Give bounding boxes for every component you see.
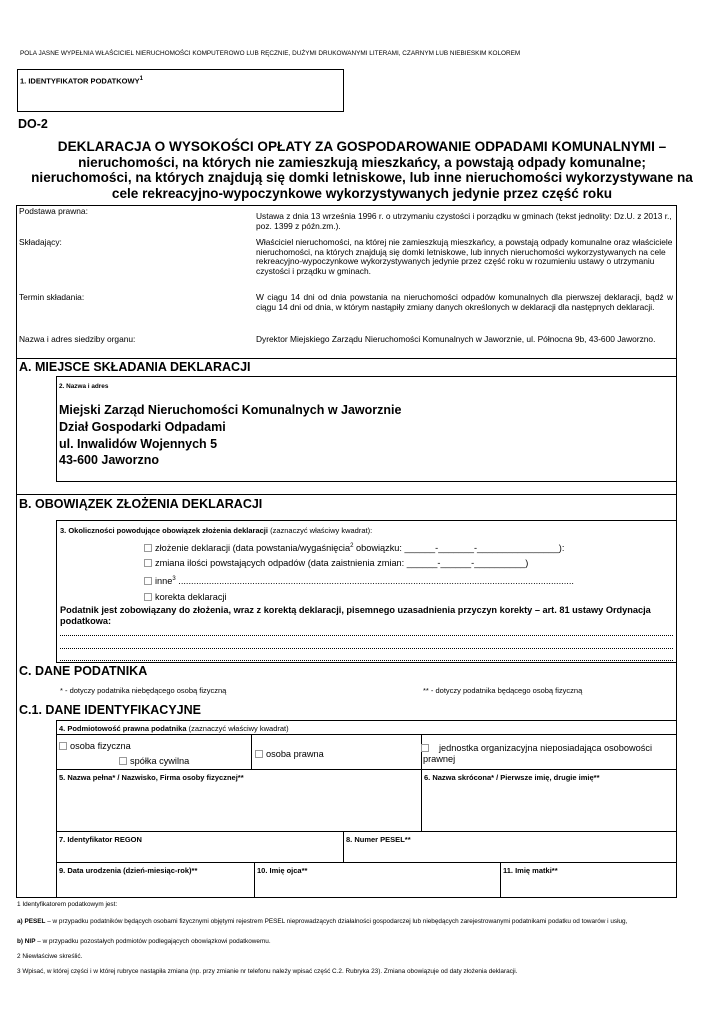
checkbox-civil-partnership[interactable]	[119, 757, 127, 765]
address-line-2: Dział Gospodarki Odpadami	[59, 419, 226, 434]
section-a-heading: A. MIEJSCE SKŁADANIA DEKLARACJI	[19, 360, 251, 374]
checkbox-legal-person[interactable]	[255, 750, 263, 758]
title-line-2: nieruchomości, na których nie zamieszkują mieszkańcy, a powstają odpady komunalne;	[78, 154, 646, 170]
authority-label: Nazwa i adres siedziby organu:	[19, 334, 136, 344]
place-of-filing-field	[56, 376, 677, 482]
section-c-heading: C. DANE PODATNIKA	[19, 664, 148, 678]
tax-identifier-field[interactable]	[17, 69, 344, 112]
father-name-input[interactable]	[257, 876, 497, 895]
checkbox-change[interactable]	[144, 559, 152, 567]
checkbox-org-unit[interactable]	[421, 744, 429, 752]
footnote-1a: a) PESEL – w przypadku podatników będących osobami fizycznymi objętymi rejestrem PESEL nieprowadzących działalności gospodarczej lub niebędących zarejestrowanymi podatnikami podatku od towarów i usług,	[17, 918, 628, 925]
regon-input[interactable]	[59, 845, 339, 861]
full-name-input[interactable]	[59, 784, 417, 829]
section-b-heading: B. OBOWIĄZEK ZŁOŻENIA DEKLARACJI	[19, 497, 263, 511]
title-line-4: cele rekreacyjno-wypoczynkowe wykorzystywanych jedynie przez część roku	[111, 185, 613, 201]
option-submission[interactable]: złożenie deklaracji (data powstania/wygaśnięcia$^2$ obowiązku: ______-_______-________________):	[144, 541, 564, 554]
justification-line-1[interactable]	[60, 635, 673, 636]
form-code: DO-2	[18, 117, 48, 131]
field-11-label: 11. Imię matki**	[503, 866, 558, 875]
deadline-label: Termin składania:	[19, 292, 85, 302]
field-10-label: 10. Imię ojca**	[257, 866, 308, 875]
legal-basis-text: Ustawa z dnia 13 września 1996 r. o utrzymaniu czystości i porządku w gminach (tekst jednolity: Dz.U. z 2013 r., poz. 1399 z późn.zm.).	[256, 211, 672, 231]
justification-line-3[interactable]	[60, 660, 673, 661]
correction-justification-label: Podatnik jest zobowiązany do złożenia, wraz z korektą deklaracji, pisemnego uzasadnienia przyczyn korekty – art. 81 ustawy Ordynacja podatkowa:	[60, 605, 651, 626]
footnote-1: 1 Identyfikatorem podatkowym jest:	[17, 901, 118, 908]
title-line-1: DEKLARACJA O WYSOKOŚCI OPŁATY ZA GOSPODAROWANIE ODPADAMI KOMUNALNYMI –	[57, 139, 667, 154]
note-natural: ** - dotyczy podatnika będącego osobą fizyczną	[423, 686, 583, 695]
id-fields-row	[56, 831, 677, 863]
footnote-2: 2 Niewłaściwe skreślić.	[17, 953, 83, 960]
option-natural-person[interactable]: osoba fizyczna	[59, 741, 131, 752]
checkbox-submission[interactable]	[144, 544, 152, 552]
name-fields-row	[56, 769, 677, 832]
field-5-label: 5. Nazwa pełna* / Nazwisko, Firma osoby fizycznej**	[59, 773, 244, 782]
title-line-3: nieruchomości, na których znajdują się domki letniskowe, lub inne nieruchomości wykorzystywane na	[31, 170, 693, 186]
checkbox-correction[interactable]	[144, 593, 152, 601]
pesel-input[interactable]	[346, 845, 674, 861]
birth-fields-row	[56, 862, 677, 898]
checkbox-other[interactable]	[144, 577, 152, 585]
address-line-3: ul. Inwalidów Wojennych 5	[59, 436, 218, 451]
short-name-input[interactable]	[424, 784, 674, 829]
option-org-unit[interactable]: jednostka organizacyjna nieposiadająca osobowości prawnej	[423, 743, 652, 764]
form-title	[14, 139, 710, 201]
authority-text: Dyrektor Miejskiego Zarządu Nieruchomości Komunalnych w Jaworznie, ul. Północna 9b, 43-600 Jaworzno.	[256, 334, 656, 344]
filer-text: Właściciel nieruchomości, na której nie zamieszkują mieszkańcy, a powstają odpady komunalne oraz właściciele nieruchomości, na których znajdują się domki letniskowe, lub innych nieruchomości wykorzystywanych na cele rekreacyjno-wypoczynkowe wykorzystywanych jedynie przez część roku w rozumieniu ustawy o utrzymaniu czystości i prządku w gminach.	[256, 237, 673, 276]
legal-status-field	[56, 720, 677, 770]
tax-identifier-label: 1. IDENTYFIKATOR PODATKOWY$^1$	[20, 76, 143, 86]
field-8-label: 8. Numer PESEL**	[346, 835, 411, 844]
field-2-label: 2. Nazwa i adres	[59, 383, 109, 390]
checkbox-natural-person[interactable]	[59, 742, 67, 750]
birth-date-input[interactable]	[59, 876, 251, 895]
option-other[interactable]: inne$^3$ ...........................................................................................................................................................	[144, 574, 574, 587]
mother-name-input[interactable]	[503, 876, 673, 895]
section-c1-heading: C.1. DANE IDENTYFIKACYJNE	[19, 703, 201, 717]
option-civil-partnership[interactable]: spółka cywilna	[119, 756, 189, 767]
obligation-field	[56, 520, 677, 663]
field-3-label: 3. Okoliczności powodujące obowiązek złożenia deklaracji (zaznaczyć właściwy kwadrat):	[60, 526, 373, 535]
field-7-label: 7. Identyfikator REGON	[59, 835, 142, 844]
note-non-natural: * - dotyczy podatnika niebędącego osobą fizyczną	[60, 686, 227, 695]
filer-label: Składający:	[19, 237, 62, 247]
field-6-label: 6. Nazwa skrócona* / Pierwsze imię, drugie imię**	[424, 773, 600, 782]
deadline-text: W ciągu 14 dni od dnia powstania na nieruchomości odpadów komunalnych dla pierwszej deklaracji, bądź w ciągu 14 dni od dnia, w którym nastąpiły zmiany danych określonych w deklaracji dla następnych deklaracji.	[256, 292, 673, 312]
footnote-1b: b) NIP – w przypadku pozostałych podmiotów podlegających obowiązkowi podatkowemu.	[17, 938, 271, 945]
option-legal-person[interactable]: osoba prawna	[255, 749, 324, 760]
legal-basis-label: Podstawa prawna:	[19, 206, 88, 216]
field-4-label: 4. Podmiotowość prawna podatnika (zaznaczyć właściwy kwadrat)	[59, 724, 289, 733]
footnote-3: 3 Wpisać, w której części i w której rubryce nastąpiła zmiana (np. przy zmianie nr telefonu należy wpisać część C.2. Rubryka 23). Zmiana obowiązuje od daty złożenia deklaracji.	[17, 968, 518, 975]
address-line-1: Miejski Zarząd Nieruchomości Komunalnych w Jaworznie	[59, 403, 402, 417]
field-9-label: 9. Data urodzenia (dzień-miesiąc-rok)**	[59, 866, 198, 875]
option-change[interactable]: zmiana ilości powstających odpadów (data zaistnienia zmian: ______-______-__________)	[144, 558, 528, 569]
justification-line-2[interactable]	[60, 648, 673, 649]
option-correction[interactable]: korekta deklaracji	[144, 592, 227, 603]
address-line-4: 43-600 Jaworzno	[59, 453, 160, 468]
header-note: POLA JASNE WYPEŁNIA WŁAŚCICIEL NIERUCHOMOŚCI KOMPUTEROWO LUB RĘCZNIE, DUŻYMI DRUKOWANYMI LITERAMI, CZARNYM LUB NIEBIESKIM KOLOREM	[20, 50, 521, 57]
